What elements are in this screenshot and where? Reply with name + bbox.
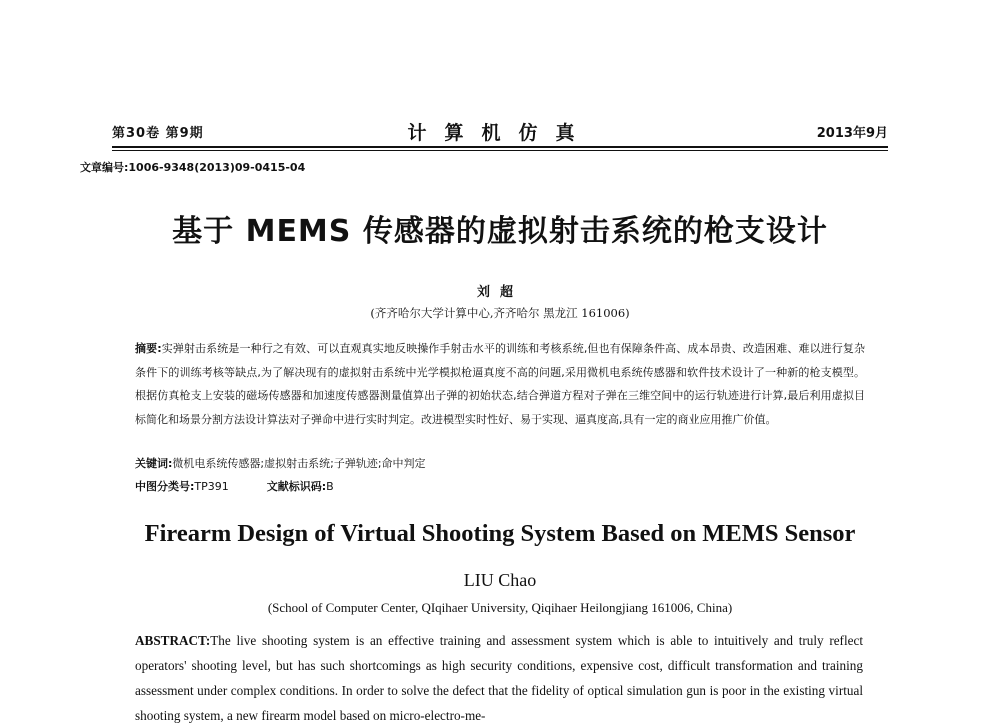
english-affiliation: (School of Computer Center, QIqihaer University, Qiqihaer Heilongjiang 161006, China) <box>267 600 733 615</box>
chinese-affiliation: (齐齐哈尔大学计算中心,齐齐哈尔 黑龙江 161006) <box>370 306 630 320</box>
classification-line <box>135 478 334 494</box>
chinese-abstract <box>135 337 865 431</box>
header-rule-thin <box>112 150 888 151</box>
chinese-abstract-text: 实弹射击系统是一种行之有效、可以直观真实地反映操作手射击水平的训练和考核系统,但也有保障条件高、成本昂贵、改造困难、难以进行复杂条件下的训练考核等缺点,为了解决现有的虚拟射击系统中光学模拟枪逼真度不高的问题,采用微机电系统传感器和软件技术设计了一种新的枪支模型。根据仿真枪支上安装的磁场传感器和加速度传感器测量值算出子弹的初始状态,结合弹道方程对子弹在三维空间中的运行轨迹进行计算,最后利用虚拟目标简化和场景分割方法设计算法对子弹命中进行实时判定。改进模型实时性好、易于实现、逼真度高,具有一定的商业应用推广价值。 <box>135 342 865 426</box>
english-author: LIU Chao <box>463 570 537 590</box>
english-abstract <box>135 628 863 724</box>
chinese-abstract-label: 摘要: <box>135 342 162 355</box>
english-abstract-text: The live shooting system is an effective training and assessment system which is able to intuitively and truly reflect operators' shooting level, but has such shortcomings as high security conditions, expensive cost, difficult transformation and training assessment under complex conditions. In order to solve the defect that the fidelity of optical simulation gun is poor in the existing virtual shooting system, a new firearm model based on micro-electro-me- <box>135 633 863 723</box>
volume-issue: 第30卷 第9期 <box>112 126 204 141</box>
english-abstract-label: ABSTRACT: <box>135 633 211 648</box>
article-number: 文章编号:1006-9348(2013)09-0415-04 <box>80 161 306 174</box>
doc-code-value: B <box>326 480 334 493</box>
running-header <box>112 118 888 142</box>
chinese-author: 刘超 <box>476 285 523 300</box>
chinese-keywords <box>135 455 426 471</box>
issue-date: 2013年9月 <box>816 126 888 141</box>
keywords-text: 微机电系统传感器;虚拟射击系统;子弹轨迹;命中判定 <box>172 457 426 470</box>
keywords-label: 关键词: <box>135 457 173 470</box>
chinese-title: 基于 MEMS 传感器的虚拟射击系统的枪支设计 <box>172 214 828 249</box>
doc-code-label: 文献标识码: <box>266 480 327 493</box>
english-title: Firearm Design of Virtual Shooting System Based on MEMS Sensor <box>144 520 856 547</box>
journal-name: 计算机仿真 <box>407 122 593 144</box>
clc-label: 中图分类号: <box>135 480 195 493</box>
clc-value: TP391 <box>194 480 229 493</box>
header-rule-thick <box>112 146 888 148</box>
